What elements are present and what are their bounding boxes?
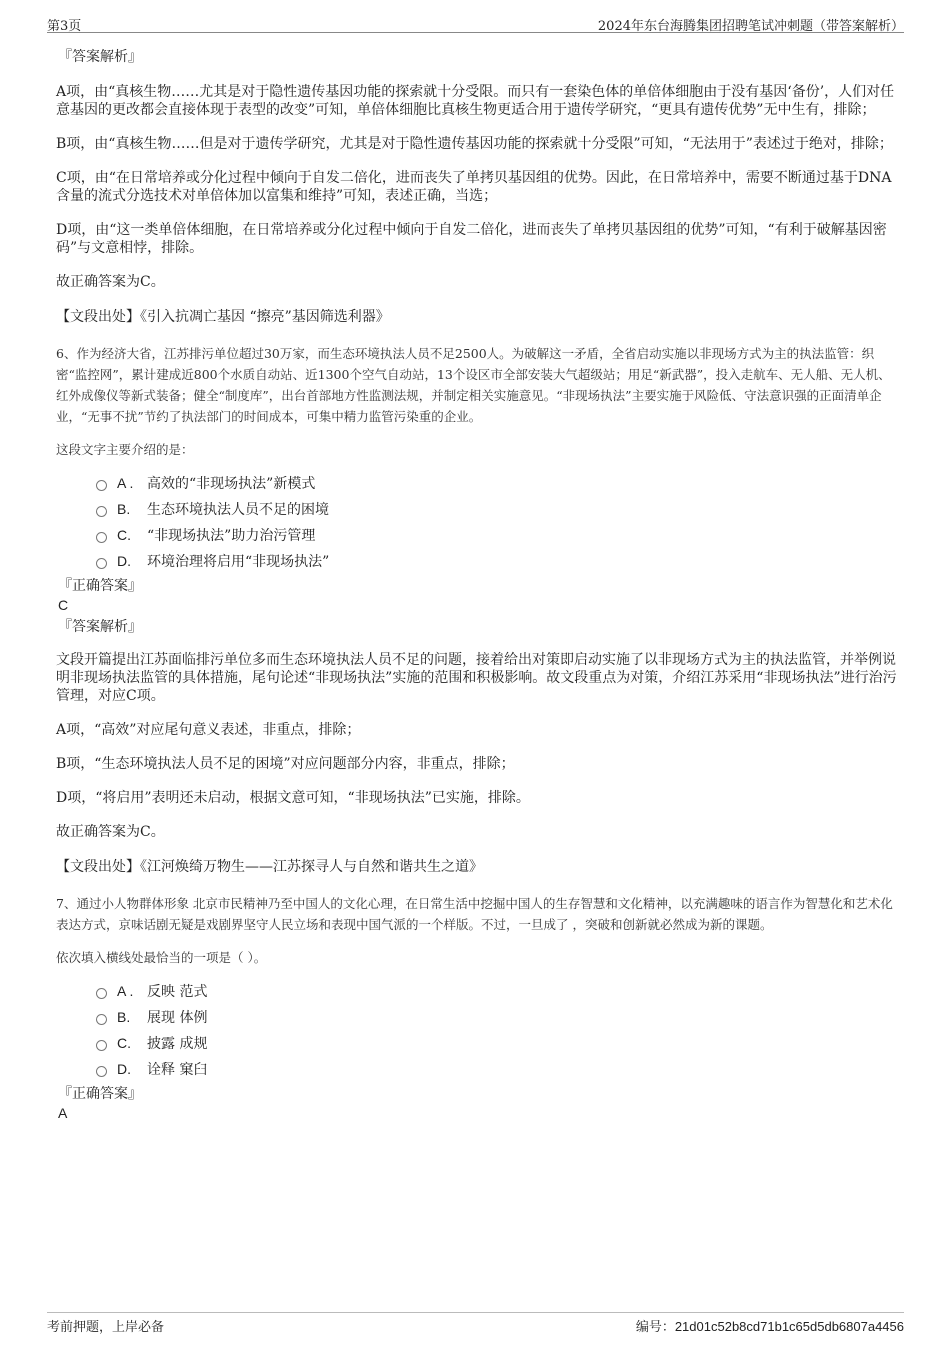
option-letter: B.: [117, 1009, 131, 1025]
option-letter: D.: [117, 1061, 131, 1077]
page-footer: [47, 1312, 904, 1335]
question-6-text: 6、作为经济大省，江苏排污单位超过30万家，而生态环境执法人员不足2500人。为破解这一矛盾，全省启动实施以非现场方式为主的执法监管：织密“监控网”，累计建成近800个水质自动站、近1300个空气自动站，13个设区市全部安装大气超级站；用足“新武器”，投入走航车、无人船、无人机、红外成像仪等新式装备；健全“制度库”，出台首部地方性监测法规，并制定相关实施意见。“非现场执法”主要实施于风险低、守法意识强的正面清单企业，“无事不扰”节约了执法部门的时间成本，可集中精力监管污染重的企业。: [56, 346, 891, 424]
option-letter: D.: [117, 553, 131, 569]
option-a[interactable]: [96, 474, 898, 500]
serial-label: 编号：: [635, 1320, 675, 1335]
option-text: 展现 体例: [147, 1010, 208, 1026]
analysis-option-a: A项，由“真核生物……尤其是对于隐性遗传基因功能的探索就十分受限。而只有一套染色体的单倍体细胞由于没有基因‘备份’，人们对任意基因的更改都会直接体现于表型的改变”可知，单倍体细胞比真核生物更适合用于遗传学研究，“更具有遗传优势”无中生有，排除；: [56, 84, 895, 118]
option-letter: C.: [117, 527, 131, 543]
answer-analysis-label: 『答案解析』: [58, 49, 142, 65]
correct-answer: A: [58, 1105, 68, 1121]
radio-icon[interactable]: [96, 988, 107, 999]
option-letter: C.: [117, 1035, 131, 1051]
analysis-option-b: B项，由“真核生物……但是对于遗传学研究，尤其是对于隐性遗传基因功能的探索就十分受限”可知，“无法用于”表述过于绝对，排除；: [56, 136, 893, 152]
radio-icon[interactable]: [96, 480, 107, 491]
radio-icon[interactable]: [96, 1040, 107, 1051]
correct-answer: C: [58, 597, 69, 613]
analysis-option-b: B项，“生态环境执法人员不足的困境”对应问题部分内容，非重点，排除；: [56, 756, 515, 772]
analysis-option-c: C项，由“在日常培养或分化过程中倾向于自发二倍化，进而丧失了单拷贝基因组的优势。因此，在日常培养中，需要不断通过基于DNA含量的流式分选技术对单倍体加以富集和维持”可知，表述正确，当选；: [56, 170, 892, 204]
option-text: 诠释 窠臼: [147, 1062, 208, 1078]
page-header: [47, 12, 904, 33]
radio-icon[interactable]: [96, 1014, 107, 1025]
text-source: 【文段出处】《引入抗凋亡基因 “擦亮”基因筛选利器》: [56, 309, 390, 325]
radio-icon[interactable]: [96, 558, 107, 569]
text-source: 【文段出处】《江河焕绮万物生——江苏探寻人与自然和谐共生之道》: [56, 859, 483, 875]
option-text: 高效的“非现场执法”新模式: [147, 476, 316, 492]
question-6-prompt: 这段文字主要介绍的是：: [56, 442, 194, 457]
analysis-conclusion: 故正确答案为C。: [56, 824, 165, 840]
option-text: 反映 范式: [147, 984, 208, 1000]
option-letter: A .: [117, 983, 134, 999]
document-title: 2024年东台海腾集团招聘笔试冲刺题（带答案解析）: [597, 19, 904, 34]
option-letter: B.: [117, 501, 131, 517]
serial-number: [636, 1316, 904, 1335]
question-7-prompt: 依次填入横线处最恰当的一项是（ ）。: [56, 950, 267, 965]
page-content: [56, 44, 898, 1122]
footer-slogan: 考前押题，上岸必备: [47, 1320, 165, 1335]
radio-icon[interactable]: [96, 532, 107, 543]
analysis-conclusion: 故正确答案为C。: [56, 274, 165, 290]
option-c[interactable]: [96, 526, 898, 552]
answer-analysis-label: 『答案解析』: [58, 619, 142, 635]
analysis-option-d: D项，由“这一类单倍体细胞，在日常培养或分化过程中倾向于自发二倍化，进而丧失了单拷贝基因组的优势”可知，“有利于破解基因密码”与文意相悖，排除。: [56, 222, 887, 256]
question-7-options: [96, 982, 898, 1086]
page-number: 第3页: [47, 19, 82, 34]
correct-answer-label: 『正确答案』: [58, 578, 142, 594]
analysis-option-a: A项，“高效”对应尾句意义表述，非重点，排除；: [56, 722, 361, 738]
analysis-main: 文段开篇提出江苏面临排污单位多而生态环境执法人员不足的问题，接着给出对策即启动实施了以非现场方式为主的执法监管，并举例说明非现场执法监管的具体措施，尾句论述“非现场执法”实施的范围和积极影响。故文段重点为对策，介绍江苏采用“非现场执法”进行治污管理，对应C项。: [56, 652, 897, 704]
option-text: 生态环境执法人员不足的困境: [147, 502, 329, 518]
question-6-options: [96, 474, 898, 578]
option-text: 披露 成规: [147, 1036, 208, 1052]
option-letter: A .: [117, 475, 134, 491]
option-text: “非现场执法”助力治污管理: [147, 528, 316, 544]
serial-code: 21d01c52b8cd71b1c65d5db6807a4456: [674, 1319, 904, 1334]
correct-answer-label: 『正确答案』: [58, 1086, 142, 1102]
option-a[interactable]: [96, 982, 898, 1008]
option-d[interactable]: [96, 1060, 898, 1086]
analysis-option-d: D项，“将启用”表明还未启动，根据文意可知，“非现场执法”已实施，排除。: [56, 790, 530, 806]
radio-icon[interactable]: [96, 506, 107, 517]
option-d[interactable]: [96, 552, 898, 578]
question-7-text: 7、通过小人物群体形象 北京市民精神乃至中国人的文化心理，在日常生活中挖掘中国人的生存智慧和文化精神，以充满趣味的语言作为智慧化和艺术化表达方式，京味话剧无疑是戏剧界坚守人民立场和表现中国气派的一个样版。不过，一旦成了 ，突破和创新就必然成为新的课题。: [56, 896, 893, 932]
option-b[interactable]: [96, 1008, 898, 1034]
option-c[interactable]: [96, 1034, 898, 1060]
option-text: 环境治理将启用“非现场执法”: [147, 554, 330, 570]
option-b[interactable]: [96, 500, 898, 526]
radio-icon[interactable]: [96, 1066, 107, 1077]
